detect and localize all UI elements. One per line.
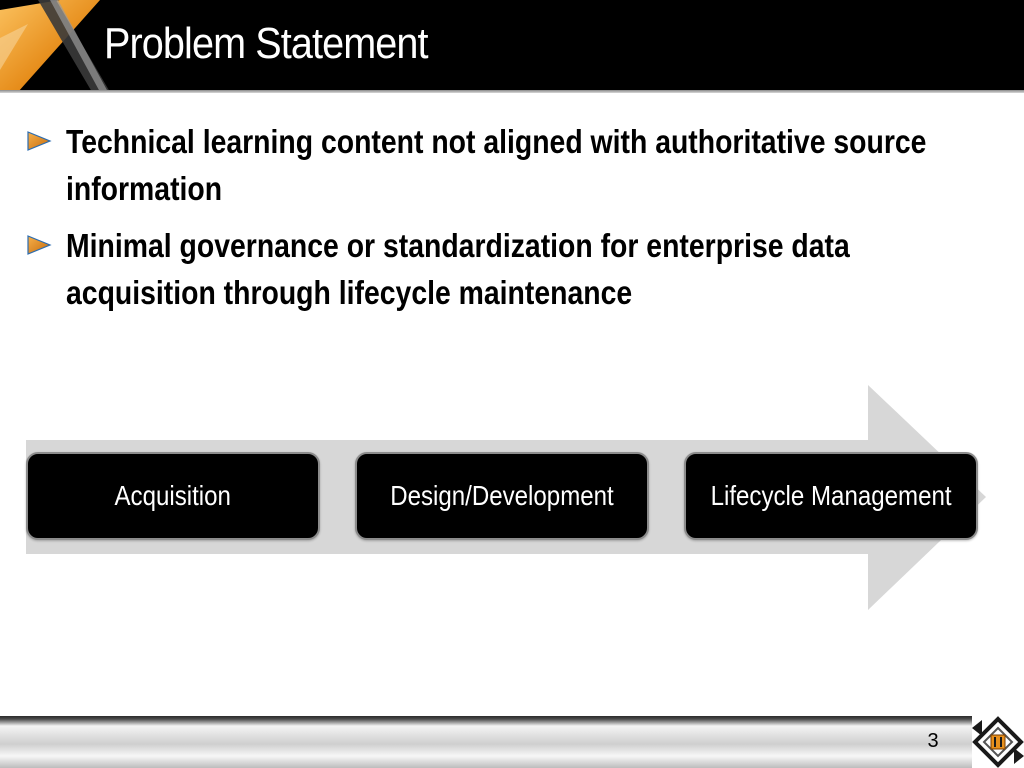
- bullet-item: [26, 118, 986, 212]
- bullet-text: Minimal governance or standardization for enterprise data acquisition through lifecycle maintenance: [66, 227, 850, 311]
- process-step-label: Design/Development: [390, 480, 614, 511]
- header-corner-graphic: [0, 0, 110, 92]
- slide-title: Problem Statement: [104, 19, 428, 68]
- bullet-text: Technical learning content not aligned with authoritative source information: [66, 123, 927, 207]
- process-step-label: Lifecycle Management: [710, 480, 952, 511]
- bullet-arrow-icon: [26, 130, 52, 152]
- bullet-arrow-icon: [26, 234, 52, 256]
- bullet-list: [26, 118, 986, 326]
- header-divider: [0, 90, 1024, 93]
- footer-bar: [0, 716, 972, 768]
- process-step-lifecycle-management: [684, 452, 978, 540]
- process-step-label: Acquisition: [114, 480, 232, 511]
- page-number: 3: [927, 730, 939, 752]
- process-step-design-development: [355, 452, 649, 540]
- process-step-acquisition: [26, 452, 320, 540]
- bullet-item: [26, 222, 986, 316]
- header-band: [0, 0, 1024, 92]
- company-logo-icon: [972, 716, 1024, 768]
